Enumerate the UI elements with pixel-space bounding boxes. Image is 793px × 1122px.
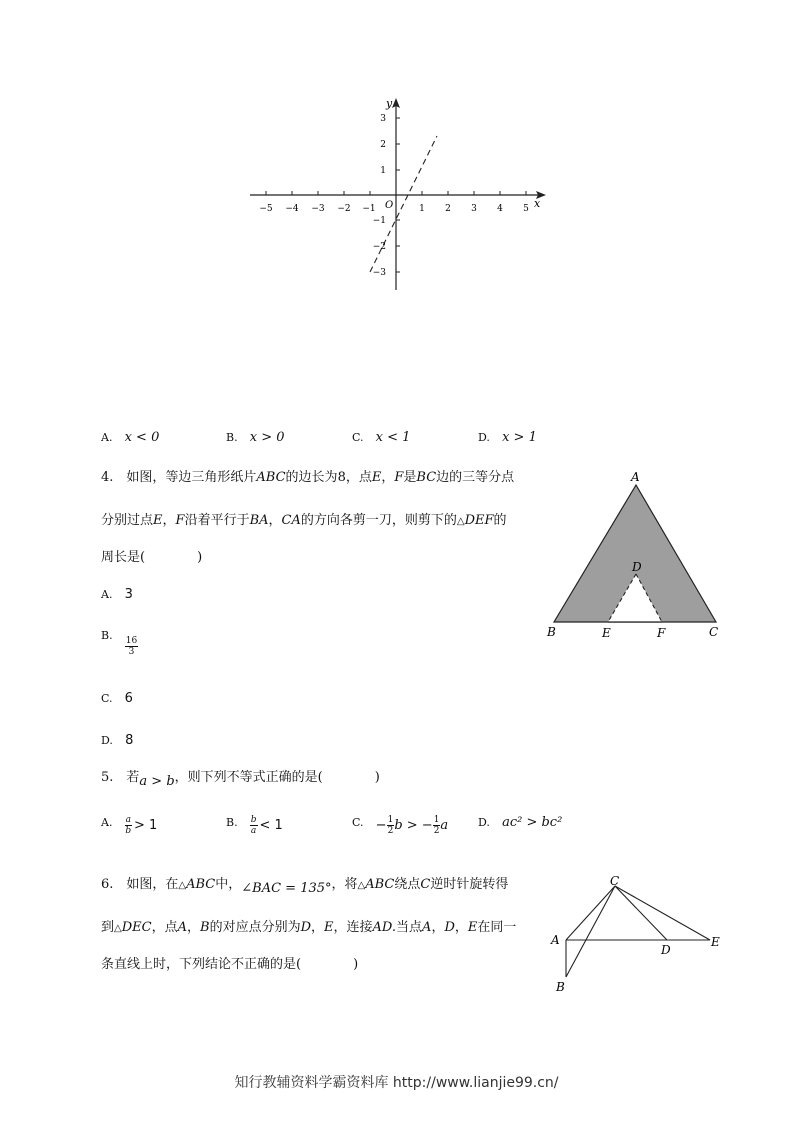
q6-text: ， <box>454 920 468 935</box>
q4-math: E <box>153 513 163 528</box>
q5-option-a[interactable] <box>101 815 157 836</box>
q4-option-a[interactable] <box>101 587 133 603</box>
q4-text: 分别过点 <box>101 513 154 528</box>
q6-math: ABC <box>365 877 395 892</box>
q4-text: ， <box>381 470 395 485</box>
q4-math: E <box>371 470 382 485</box>
q6-math: E <box>324 920 334 935</box>
q4-stem-line1 <box>101 470 514 486</box>
q3-option-c[interactable] <box>352 430 410 446</box>
x-tick-label: 5 <box>523 204 529 214</box>
q4-math: 8 <box>337 470 346 485</box>
option-fraction <box>250 815 258 836</box>
q4-text: 是 <box>403 470 417 485</box>
footer-watermark: 知行教辅资料学霸资料库 http://www.lianjie99.cn/ <box>234 1075 559 1091</box>
q6-stem-line3: 条直线上时，下列结论不正确的是( ) <box>101 957 359 972</box>
segment-cd <box>615 886 667 940</box>
q6-text: 绕点 <box>394 877 421 892</box>
q3-option-d[interactable] <box>478 430 537 446</box>
q6-text: ， <box>431 920 445 935</box>
label-c: C <box>709 625 719 639</box>
x-tick-label: −4 <box>285 204 299 214</box>
label-a: A <box>551 933 560 947</box>
fraction-numerator: 1 <box>433 815 440 825</box>
q6-math: D <box>300 920 312 935</box>
q6-math: ∠BAC = 135° <box>241 881 332 896</box>
q4-text: 4. 如图，等边三角形纸片 <box>101 470 257 485</box>
q6-math: B <box>200 920 210 935</box>
x-axis-label: x <box>534 197 541 210</box>
q6-text: 6. 如图，在 <box>101 877 179 892</box>
q5-option-d[interactable] <box>478 815 562 831</box>
label-b: B <box>556 980 565 994</box>
q5-option-c[interactable] <box>352 815 448 836</box>
q6-text: ， <box>186 920 200 935</box>
label-d: D <box>632 560 642 574</box>
option-mid: b > − <box>394 818 433 833</box>
q6-text: 到 <box>101 920 115 935</box>
option-value: 8 <box>125 733 134 748</box>
option-letter: B. <box>226 431 238 444</box>
option-letter: C. <box>352 431 364 444</box>
y-tick-label: 1 <box>380 166 386 176</box>
q5-text: ，则下列不等式正确的是( ) <box>174 770 380 785</box>
fraction-denominator: 2 <box>387 826 394 836</box>
fraction-numerator: b <box>250 815 257 825</box>
segment-ce <box>615 886 710 940</box>
q6-math: ABC <box>186 877 216 892</box>
option-letter: D. <box>101 734 113 747</box>
q4-text: ，点 <box>345 470 372 485</box>
q4-option-c[interactable] <box>101 691 133 707</box>
q4-math: DEF <box>464 513 494 528</box>
x-tick-label: −1 <box>362 204 376 214</box>
fraction-denominator: 2 <box>433 826 440 836</box>
option-value: 6 <box>124 691 133 706</box>
q4-math: △ <box>456 516 465 527</box>
label-e: E <box>711 935 720 949</box>
label-e: E <box>602 626 611 640</box>
y-tick-label: 3 <box>380 114 386 124</box>
option-letter: A. <box>101 816 113 829</box>
q6-math: △ <box>357 880 366 891</box>
option-post: a <box>440 818 449 833</box>
option-expr: x > 0 <box>249 430 285 445</box>
label-a: A <box>631 470 640 484</box>
q6-text: ，连接 <box>333 920 373 935</box>
q4-math: ABC <box>256 470 286 485</box>
fraction-numerator: a <box>125 815 131 825</box>
x-tick-label: −3 <box>311 204 325 214</box>
x-tick-label: 4 <box>497 204 503 214</box>
x-tick-label: 1 <box>419 204 425 214</box>
q6-math: D <box>444 920 455 935</box>
q4-math: BA <box>249 513 269 528</box>
q4-text: 的边长为 <box>285 470 338 485</box>
fraction-numerator: 1 <box>387 815 394 825</box>
option-expr: ac² > bc² <box>502 815 563 830</box>
q4-math: F <box>175 513 185 528</box>
option-fraction <box>125 636 138 657</box>
q4-text: 边的三等分点 <box>436 470 515 485</box>
q6-math: E <box>467 920 478 935</box>
q6-math: AD. <box>372 920 397 935</box>
coordinate-graph <box>240 92 560 297</box>
q6-stem-line1 <box>101 877 508 894</box>
q6-text: 当点 <box>396 920 423 935</box>
q3-option-b[interactable] <box>226 430 285 446</box>
option-expr: x < 0 <box>124 430 160 445</box>
x-tick-label: −5 <box>259 204 273 214</box>
label-b: B <box>547 625 556 639</box>
q5-option-b[interactable] <box>226 815 283 836</box>
option-letter: C. <box>101 692 113 705</box>
x-tick-label: 3 <box>471 204 477 214</box>
y-tick-label: −3 <box>372 268 386 278</box>
option-pre: − <box>375 818 387 833</box>
label-c: C <box>610 874 620 888</box>
fraction-denominator: 3 <box>128 647 135 657</box>
x-tick-label: 2 <box>445 204 451 214</box>
q4-stem-line2 <box>101 513 507 530</box>
q6-rotation-figure <box>545 870 730 1000</box>
q4-math: BC <box>416 470 437 485</box>
q6-text: ，点 <box>151 920 178 935</box>
label-d: D <box>661 943 671 957</box>
q6-text: 中， <box>215 877 242 892</box>
y-tick-label: −2 <box>372 242 386 252</box>
q6-math: DEC <box>121 920 152 935</box>
q6-text: ， <box>311 920 325 935</box>
y-tick-label: 2 <box>380 140 386 150</box>
q6-stem-line2 <box>101 920 516 937</box>
option-letter: B. <box>101 629 113 642</box>
q6-math: A <box>177 920 187 935</box>
option-letter: D. <box>478 431 490 444</box>
q5-math: a > b <box>139 774 175 789</box>
q4-text: 的方向各剪一刀，则剪下的 <box>300 513 457 528</box>
option-fraction <box>125 815 132 836</box>
fraction-denominator: b <box>125 826 132 836</box>
q6-math: C <box>420 877 431 892</box>
y-axis-label: y <box>386 97 393 110</box>
origin-label: O <box>385 200 394 211</box>
q4-option-d[interactable] <box>101 733 133 749</box>
fraction-numerator: 16 <box>125 636 138 646</box>
option-letter: B. <box>226 816 238 829</box>
x-tick-labels <box>259 204 529 214</box>
q6-text: 的对应点分别为 <box>209 920 301 935</box>
q4-math: F <box>394 470 404 485</box>
q5-stem <box>101 770 380 789</box>
q4-text: 的 <box>493 513 507 528</box>
q6-math: △ <box>178 880 187 891</box>
option-expr: x > 1 <box>502 430 537 445</box>
option-value: 3 <box>124 587 133 602</box>
q6-text: 在同一 <box>477 920 517 935</box>
option-expr: x < 1 <box>375 430 411 445</box>
q6-math: △ <box>114 923 122 934</box>
option-rest: > 1 <box>133 818 158 833</box>
q5-text: 5. 若 <box>101 770 140 785</box>
option-rest: < 1 <box>259 818 283 833</box>
q6-text: 逆时针旋转得 <box>430 877 509 892</box>
q4-text: 沿着平行于 <box>184 513 250 528</box>
q4-option-b[interactable] <box>101 628 138 657</box>
q3-option-a[interactable] <box>101 430 159 446</box>
q4-triangle-figure <box>540 465 730 645</box>
option-letter: C. <box>352 816 364 829</box>
option-letter: A. <box>101 431 113 444</box>
q4-text: ， <box>162 513 176 528</box>
y-tick-label: −1 <box>372 216 386 226</box>
option-letter: D. <box>478 816 490 829</box>
x-tick-label: −2 <box>337 204 351 214</box>
option-letter: A. <box>101 588 113 601</box>
fraction-denominator: a <box>250 826 257 836</box>
q4-stem-line3: 周长是( ) <box>101 550 203 565</box>
label-f: F <box>657 626 666 640</box>
q6-math: A <box>422 920 432 935</box>
q6-text: ，将 <box>331 877 358 892</box>
q4-math: CA <box>281 513 301 528</box>
q4-text: ， <box>268 513 282 528</box>
